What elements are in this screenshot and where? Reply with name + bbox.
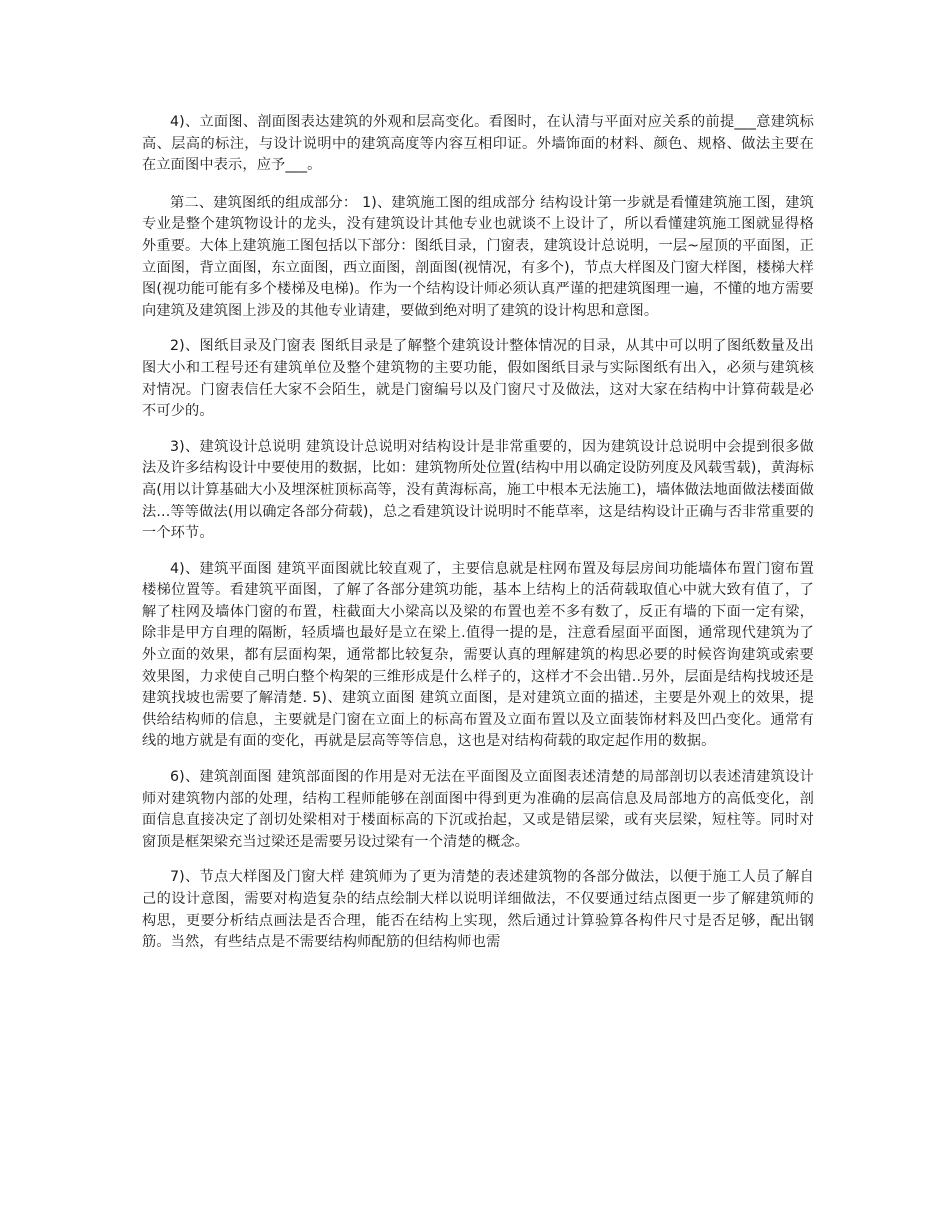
paragraph-floor-plan: 4)、建筑平面图 建筑平面图就比较直观了，主要信息就是柱网布置及每层房间功能墙体布置门窗布置楼梯位置等。看建筑平面图，了解了各部分建筑功能，基本上结构上的活荷载取值心中就大致有值了，了解了柱网及墙体门窗的布置，柱截面大小梁高以及梁的布置也差不多有数了，反正有墙的下面一定有梁，除非是甲方自理的隔断，轻质墙也最好是立在梁上.值得一提的是，注意看屋面平面图，通常现代建筑为了外立面的效果，都有层面构架，通常都比较复杂，需要认真的理解建筑的构思必要的时候咨询建筑或索要效果图，力求使自己明白整个构架的三维形成是什么样子的，这样才不会出错..另外，层面是结构找坡还是建筑找坡也需要了解清楚. 5)、建筑立面图 建筑立面图，是对建筑立面的描述，主要是外观上的效果，提供给结构师的信息，主要就是门窗在立面上的标高布置及立面布置以及立面装饰材料及凹凸变化。通常有线的地方就是有面的变化，再就是层高等等信息，这也是对结构荷载的取定起作用的数据。 [142,560,814,750]
paragraph-design-notes: 3)、建筑设计总说明 建筑设计总说明对结构设计是非常重要的，因为建筑设计总说明中会提到很多做法及许多结构设计中要使用的数据，比如：建筑物所处位置(结构中用以确定设防列度及风载雪载)，黄海标高(用以计算基础大小及埋深桩顶标高等，没有黄海标高，施工中根本无法施工)，墙体做法地面做法楼面做法...等等做法(用以确定各部分荷载)，总之看建筑设计说明时不能草率，这是结构设计正确与否非常重要的一个环节。 [142,438,814,542]
document-page [142,112,814,968]
paragraph-section-drawing: 6)、建筑剖面图 建筑部面图的作用是对无法在平面图及立面图表述清楚的局部剖切以表述清建筑设计师对建筑物内部的处理，结构工程师能够在剖面图中得到更为准确的层高信息及局部地方的高低变化，剖面信息直接决定了剖切处梁相对于楼面标高的下沉或抬起，又或是错层梁，或有夹层梁，短柱等。同时对窗顶是框架梁充当过梁还是需要另设过梁有一个清楚的概念。 [142,769,814,850]
paragraph-elevation-section: 4)、立面图、剖面图表达建筑的外观和层高变化。看图时，在认清与平面对应关系的前提___意建筑标高、层高的标注，与设计说明中的建筑高度等内容互相印证。外墙饰面的材料、颜色、规格、做法主要在在立面图中表示，应予___。 [142,114,814,174]
paragraph-drawing-components: 第二、建筑图纸的组成部分： 1)、建筑施工图的组成部分 结构设计第一步就是看懂建筑施工图，建筑专业是整个建筑物设计的龙头，没有建筑设计其他专业也就谈不上设计了，所以看懂建筑施工图就显得格外重要。大体上建筑施工图包括以下部分：图纸目录，门窗表，建筑设计总说明，一层~屋顶的平面图，正立面图，背立面图，东立面图，西立面图，剖面图(视情况，有多个)，节点大样图及门窗大样图，楼梯大样图(视功能可能有多个楼梯及电梯)。作为一个结构设计师必须认真严谨的把建筑图理一遍，不懂的地方需要向建筑及建筑图上涉及的其他专业请建，要做到绝对明了建筑的设计构思和意图。 [142,194,814,319]
paragraph-detail-drawing: 7)、节点大样图及门窗大样 建筑师为了更为清楚的表述建筑物的各部分做法，以便于施工人员了解自己的设计意图，需要对构造复杂的结点绘制大样以说明详细做法，不仅要通过结点图更一步了解建筑师的构思，更要分析结点画法是否合理，能否在结构上实现，然后通过计算验算各构件尺寸是否足够，配出钢筋。当然，有些结点是不需要结构师配筋的但结构师也需 [142,869,814,951]
paragraph-drawing-index: 2)、图纸目录及门窗表 图纸目录是了解整个建筑设计整体情况的目录，从其中可以明了图纸数量及出图大小和工程号还有建筑单位及整个建筑物的主要功能，假如图纸目录与实际图纸有出入，必须与建筑核对情况。门窗表信任大家不会陌生，就是门窗编号以及门窗尺寸及做法，这对大家在结构中计算荷载是必不可少的。 [142,338,814,420]
